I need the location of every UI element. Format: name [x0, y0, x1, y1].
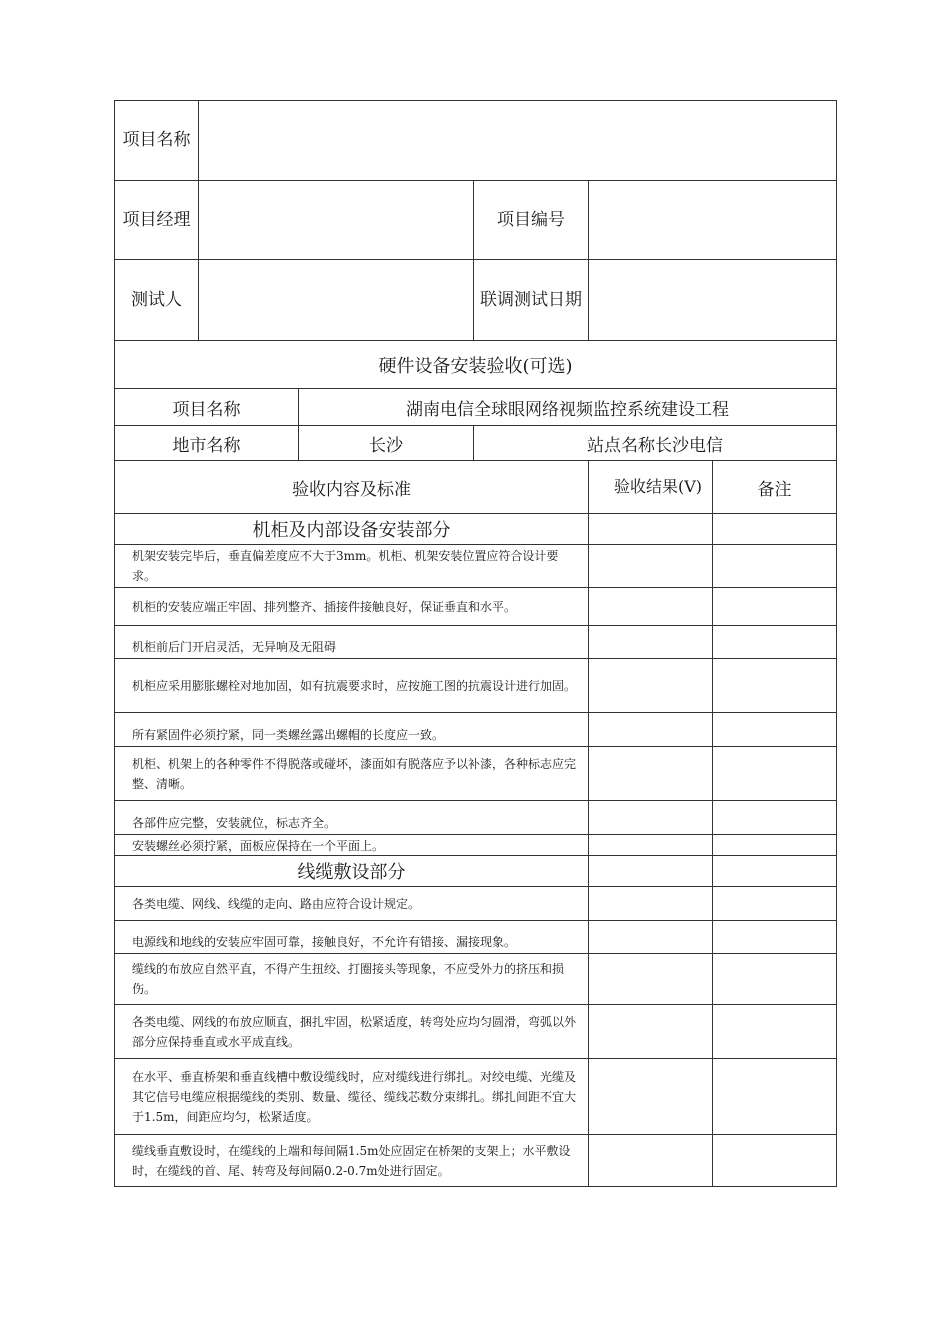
result-cell[interactable]: [589, 954, 713, 1005]
info-city-value: 长沙: [299, 426, 474, 461]
note-cell[interactable]: [713, 659, 837, 713]
info-project-name-value: 湖南电信全球眼网络视频监控系统建设工程: [299, 389, 837, 426]
tester-label: 测试人: [115, 260, 199, 341]
result-cell[interactable]: [589, 921, 713, 954]
checklist-item: 电源线和地线的安装应牢固可靠，接触良好，不允许有错接、漏接现象。: [115, 921, 589, 954]
project-manager-label: 项目经理: [115, 181, 199, 260]
column-header-row: [115, 461, 837, 514]
result-cell[interactable]: [589, 1005, 713, 1059]
section-heading-row: [115, 514, 837, 545]
checklist-row: [115, 921, 837, 954]
note-cell[interactable]: [713, 588, 837, 626]
checklist-item: 安装螺丝必须拧紧，面板应保持在一个平面上。: [115, 835, 589, 856]
tester-field[interactable]: [199, 260, 474, 341]
info-city-row: [115, 426, 837, 461]
checklist-row: [115, 713, 837, 747]
checklist-item: 所有紧固件必须拧紧，同一类螺丝露出螺帽的长度应一致。: [115, 713, 589, 747]
note-cell[interactable]: [713, 626, 837, 659]
result-cell[interactable]: [589, 801, 713, 835]
checklist-row: [115, 588, 837, 626]
result-cell[interactable]: [589, 835, 713, 856]
checklist-item: 机柜前后门开启灵活，无异响及无阻碍: [115, 626, 589, 659]
info-city-label: 地市名称: [115, 426, 299, 461]
section-heading-cabinet: 机柜及内部设备安装部分: [115, 514, 589, 545]
result-cell[interactable]: [589, 514, 713, 545]
info-site-value: 站点名称长沙电信: [474, 426, 837, 461]
checklist-item: 机柜应采用膨胀螺栓对地加固，如有抗震要求时，应按施工图的抗震设计进行加固。: [115, 659, 589, 713]
checklist-row: [115, 626, 837, 659]
note-cell[interactable]: [713, 1005, 837, 1059]
checklist-row: [115, 801, 837, 835]
checklist-row: [115, 1005, 837, 1059]
note-cell[interactable]: [713, 713, 837, 747]
note-cell[interactable]: [713, 954, 837, 1005]
project-number-label: 项目编号: [474, 181, 589, 260]
checklist-item: 缆线的布放应自然平直，不得产生扭绞、打圈接头等现象，不应受外力的挤压和损伤。: [115, 954, 589, 1005]
note-cell[interactable]: [713, 921, 837, 954]
note-cell[interactable]: [713, 887, 837, 921]
checklist-item: 各类电缆、网线、线缆的走向、路由应符合设计规定。: [115, 887, 589, 921]
note-cell[interactable]: [713, 1059, 837, 1135]
note-cell[interactable]: [713, 747, 837, 801]
section-heading-row: [115, 856, 837, 887]
note-cell[interactable]: [713, 514, 837, 545]
project-manager-row: [115, 181, 837, 260]
result-cell[interactable]: [589, 713, 713, 747]
result-cell[interactable]: [589, 659, 713, 713]
project-name-row: [115, 101, 837, 181]
checklist-item: 各部件应完整，安装就位，标志齐全。: [115, 801, 589, 835]
checklist-item: 机柜、机架上的各种零件不得脱落或碰坏，漆面如有脱落应予以补漆，各种标志应完整、清晰。: [115, 747, 589, 801]
result-cell[interactable]: [589, 856, 713, 887]
checklist-row: [115, 835, 837, 856]
note-cell[interactable]: [713, 1135, 837, 1187]
checklist-item: 在水平、垂直桥架和垂直线槽中敷设缆线时，应对缆线进行绑扎。对绞电缆、光缆及其它信号电缆应根据缆线的类别、数量、缆径、缆线芯数分束绑扎。绑扎间距不宜大于1.5m，间距应均匀，松紧适度。: [115, 1059, 589, 1135]
checklist-row: [115, 954, 837, 1005]
column-content-header: 验收内容及标准: [115, 461, 589, 514]
project-name-field[interactable]: [199, 101, 837, 181]
result-cell[interactable]: [589, 545, 713, 588]
note-cell[interactable]: [713, 856, 837, 887]
note-cell[interactable]: [713, 801, 837, 835]
section-title: 硬件设备安装验收(可选): [115, 341, 837, 389]
checklist-item: 机柜的安装应端正牢固、排列整齐、插接件接触良好，保证垂直和水平。: [115, 588, 589, 626]
result-cell[interactable]: [589, 1059, 713, 1135]
result-cell[interactable]: [589, 1135, 713, 1187]
checklist-row: [115, 1135, 837, 1187]
result-cell[interactable]: [589, 588, 713, 626]
note-cell[interactable]: [713, 835, 837, 856]
form-table: [114, 100, 837, 1187]
result-cell[interactable]: [589, 626, 713, 659]
info-project-row: [115, 389, 837, 426]
joint-test-date-field[interactable]: [589, 260, 837, 341]
checklist-row: [115, 747, 837, 801]
project-name-label: 项目名称: [115, 101, 199, 181]
section-title-row: [115, 341, 837, 389]
checklist-item: 各类电缆、网线的布放应顺直，捆扎牢固，松紧适度，转弯处应均匀圆滑，弯弧以外部分应保持垂直或水平成直线。: [115, 1005, 589, 1059]
checklist-row: [115, 1059, 837, 1135]
acceptance-form: [114, 100, 836, 1187]
info-project-name-label: 项目名称: [115, 389, 299, 426]
checklist-row: [115, 545, 837, 588]
checklist-row: [115, 887, 837, 921]
checklist-row: [115, 659, 837, 713]
joint-test-date-label: 联调测试日期: [474, 260, 589, 341]
checklist-item: 机架安装完毕后，垂直偏差度应不大于3mm。机柜、机架安装位置应符合设计要求。: [115, 545, 589, 588]
column-result-header: 验收结果(V): [589, 461, 713, 514]
column-note-header: 备注: [713, 461, 837, 514]
section-heading-cabling: 线缆敷设部分: [115, 856, 589, 887]
result-cell[interactable]: [589, 887, 713, 921]
project-manager-field[interactable]: [199, 181, 474, 260]
result-cell[interactable]: [589, 747, 713, 801]
note-cell[interactable]: [713, 545, 837, 588]
checklist-item: 缆线垂直敷设时，在缆线的上端和每间隔1.5m处应固定在桥架的支架上；水平敷设时，在缆线的首、尾、转弯及每间隔0.2-0.7m处进行固定。: [115, 1135, 589, 1187]
project-number-field[interactable]: [589, 181, 837, 260]
tester-row: [115, 260, 837, 341]
